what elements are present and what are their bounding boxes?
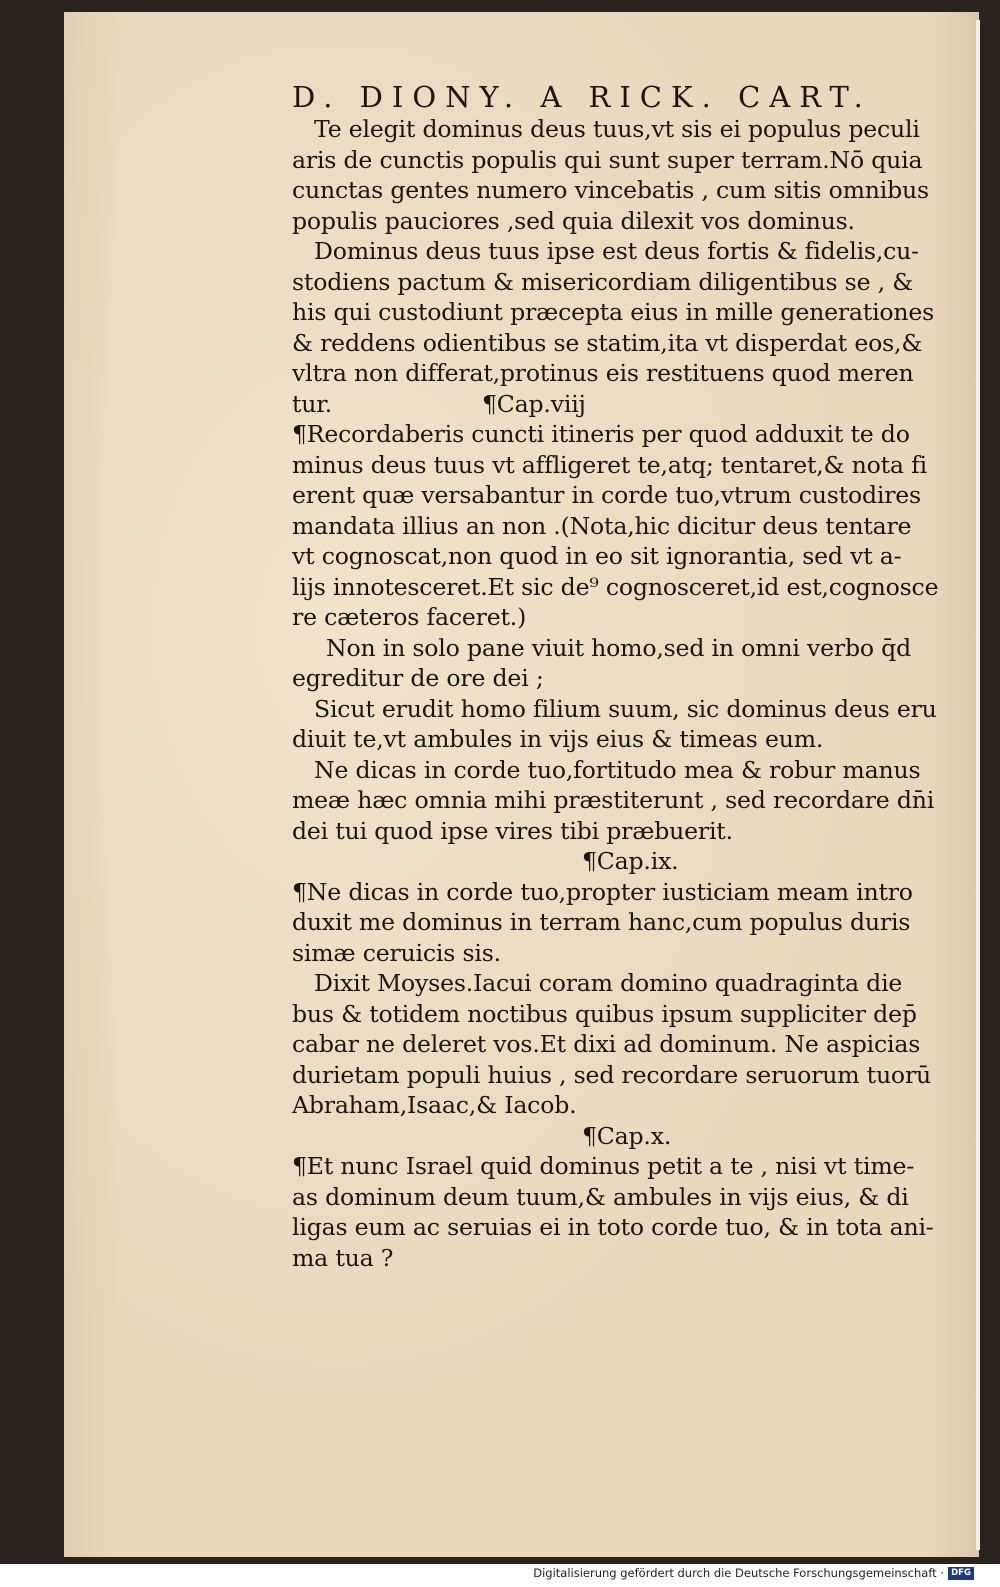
text-line: stodiens pactum & misericordiam diligentibus se , & bbox=[292, 267, 914, 296]
credit-text: Digitalisierung gefördert durch die Deutsche Forschungsgemeinschaft · bbox=[533, 1566, 944, 1580]
text-line: duxit me dominus in terram hanc,cum populus duris bbox=[292, 908, 911, 936]
text-line: cunctas gentes numero vincebatis , cum sitis omnibus bbox=[292, 176, 929, 204]
text-line: ¶Et nunc Israel quid dominus petit a te , nisi vt time- bbox=[292, 1152, 915, 1180]
dfg-logo: DFG bbox=[948, 1567, 974, 1580]
text-line: Te elegit dominus deus tuus,vt sis ei populus peculi bbox=[314, 115, 920, 143]
text-line: bus & totidem noctibus quibus ipsum suppliciter dep̄ bbox=[292, 999, 917, 1028]
text-line: ¶Ne dicas in corde tuo,propter iusticiam meam intro bbox=[292, 877, 913, 906]
line-text: tur. bbox=[292, 389, 333, 418]
text-line: dei tui quod ipse vires tibi præbuerit. bbox=[292, 816, 733, 845]
text-line: ¶Recordaberis cuncti itineris per quod adduxit te do bbox=[292, 420, 910, 448]
text-line: egreditur de ore dei ; bbox=[292, 664, 544, 692]
text-line: as dominum deum tuum,& ambules in vijs eius, & di bbox=[292, 1182, 909, 1211]
text-line: Ne dicas in corde tuo,fortitudo mea & robur manus bbox=[314, 755, 921, 784]
text-line: diuit te,vt ambules in vijs eius & timeas eum. bbox=[292, 725, 824, 753]
text-line: vt cognoscat,non quod in eo sit ignorantia, sed vt a- bbox=[292, 542, 902, 570]
text-line: re cæteros faceret.) bbox=[292, 603, 527, 631]
text-line: Dixit Moyses.Iacui coram domino quadraginta die bbox=[314, 969, 903, 997]
chapter-heading: ¶Cap.viij bbox=[482, 389, 586, 418]
page-text bbox=[292, 80, 964, 1273]
text-line: vltra non differat,protinus eis restituens quod meren bbox=[292, 359, 914, 387]
text-line bbox=[292, 389, 964, 420]
text-line: mandata illius an non .(Nota,hic dicitur deus tentare bbox=[292, 511, 912, 540]
text-line: populis pauciores ,sed quia dilexit vos dominus. bbox=[292, 206, 855, 235]
text-line: cabar ne deleret vos.Et dixi ad dominum. Ne aspicias bbox=[292, 1030, 921, 1058]
chapter-heading: ¶Cap.x. bbox=[582, 1121, 672, 1150]
page-edge bbox=[976, 20, 980, 1550]
text-line: meæ hæc omnia mihi præstiterunt , sed recordare dn̄i bbox=[292, 786, 935, 814]
text-line: minus deus tuus vt affligeret te,atq; tentaret,& nota fi bbox=[292, 450, 927, 479]
text-line: his qui custodiunt præcepta eius in mille generationes bbox=[292, 298, 935, 326]
text-lines bbox=[292, 114, 964, 1273]
text-line: Sicut erudit homo filium suum, sic dominus deus eru bbox=[314, 694, 937, 723]
text-line: simæ ceruicis sis. bbox=[292, 938, 501, 967]
text-line: Dominus deus tuus ipse est deus fortis & fidelis,cu- bbox=[314, 237, 919, 265]
text-line: durietam populi huius , sed recordare seruorum tuorū bbox=[292, 1060, 932, 1089]
text-line: lijs innotesceret.Et sic de⁹ cognosceret,id est,cognosce bbox=[292, 572, 939, 601]
text-line: Abraham,Isaac,& Iacob. bbox=[292, 1091, 577, 1119]
text-line: Non in solo pane viuit homo,sed in omni verbo q̄d bbox=[326, 633, 911, 662]
digitization-credit bbox=[533, 1566, 974, 1580]
text-line: erent quæ versabantur in corde tuo,vtrum custodires bbox=[292, 481, 921, 509]
running-head: D. DIONY. A RICK. CART. bbox=[292, 80, 872, 114]
text-line: aris de cunctis populis qui sunt super terram.Nō quia bbox=[292, 145, 923, 174]
text-line: ligas eum ac seruias ei in toto corde tuo, & in tota ani- bbox=[292, 1213, 934, 1241]
text-line: ma tua ? bbox=[292, 1243, 394, 1272]
text-line: & reddens odientibus se statim,ita vt disperdat eos,& bbox=[292, 328, 923, 357]
chapter-heading: ¶Cap.ix. bbox=[582, 847, 679, 875]
